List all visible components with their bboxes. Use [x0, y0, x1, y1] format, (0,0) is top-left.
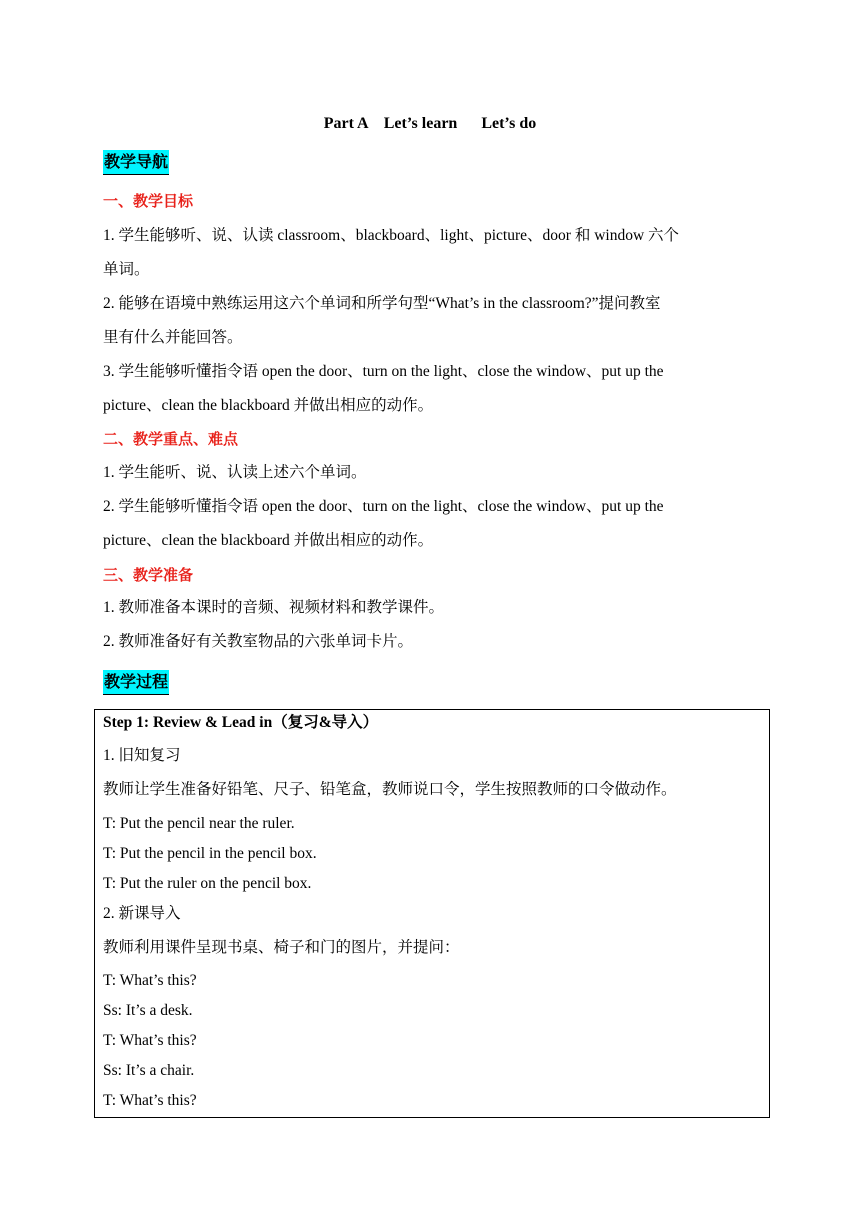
step1-line: T: What’s this?: [103, 1032, 197, 1049]
lesson-title: Part A Let’s learn Let’s do: [323, 115, 537, 132]
key-point-line: 2. 学生能够听懂指令语 open the door、turn on the light、close the window、put up the: [103, 498, 664, 515]
preparation-heading: 三、教学准备: [103, 566, 194, 584]
step1-line: T: Put the ruler on the pencil box.: [103, 875, 312, 892]
goal-line: 单词。: [103, 261, 150, 278]
goal-line: 2. 能够在语境中熟练运用这六个单词和所学句型“What’s in the classroom?”提问教室: [103, 295, 661, 312]
goal-line: 1. 学生能够听、说、认读 classroom、blackboard、light、picture、door 和 window 六个: [103, 227, 680, 244]
key-points-heading: 二、教学重点、难点: [103, 430, 239, 448]
step1-heading: Step 1: Review & Lead in（复习&导入）: [103, 714, 379, 731]
step1-line: T: What’s this?: [103, 972, 197, 989]
step1-line: Ss: It’s a desk.: [103, 1002, 193, 1019]
step1-line: 教师利用课件呈现书桌、椅子和门的图片，并提问：: [103, 939, 460, 956]
step1-box: [94, 709, 770, 1118]
step1-line: 2. 新课导入: [103, 905, 181, 922]
step1-line: T: What’s this?: [103, 1092, 197, 1109]
preparation-line: 2. 教师准备好有关教室物品的六张单词卡片。: [103, 633, 414, 650]
goal-line: 3. 学生能够听懂指令语 open the door、turn on the light、close the window、put up the: [103, 363, 664, 380]
teaching-nav-heading: 教学导航: [103, 150, 169, 175]
step1-line: 1. 旧知复习: [103, 747, 181, 764]
step1-line: T: Put the pencil near the ruler.: [103, 815, 295, 832]
key-point-line: picture、clean the blackboard 并做出相应的动作。: [103, 532, 434, 549]
teaching-process-heading: 教学过程: [103, 670, 169, 695]
key-point-line: 1. 学生能听、说、认读上述六个单词。: [103, 464, 367, 481]
step1-line: Ss: It’s a chair.: [103, 1062, 195, 1079]
step1-line: T: Put the pencil in the pencil box.: [103, 845, 317, 862]
preparation-line: 1. 教师准备本课时的音频、视频材料和教学课件。: [103, 599, 445, 616]
goals-heading: 一、教学目标: [103, 192, 194, 210]
goal-line: picture、clean the blackboard 并做出相应的动作。: [103, 397, 434, 414]
goal-line: 里有什么并能回答。: [103, 329, 243, 346]
step1-line: 教师让学生准备好铅笔、尺子、铅笔盒，教师说口令，学生按照教师的口令做动作。: [103, 781, 677, 798]
